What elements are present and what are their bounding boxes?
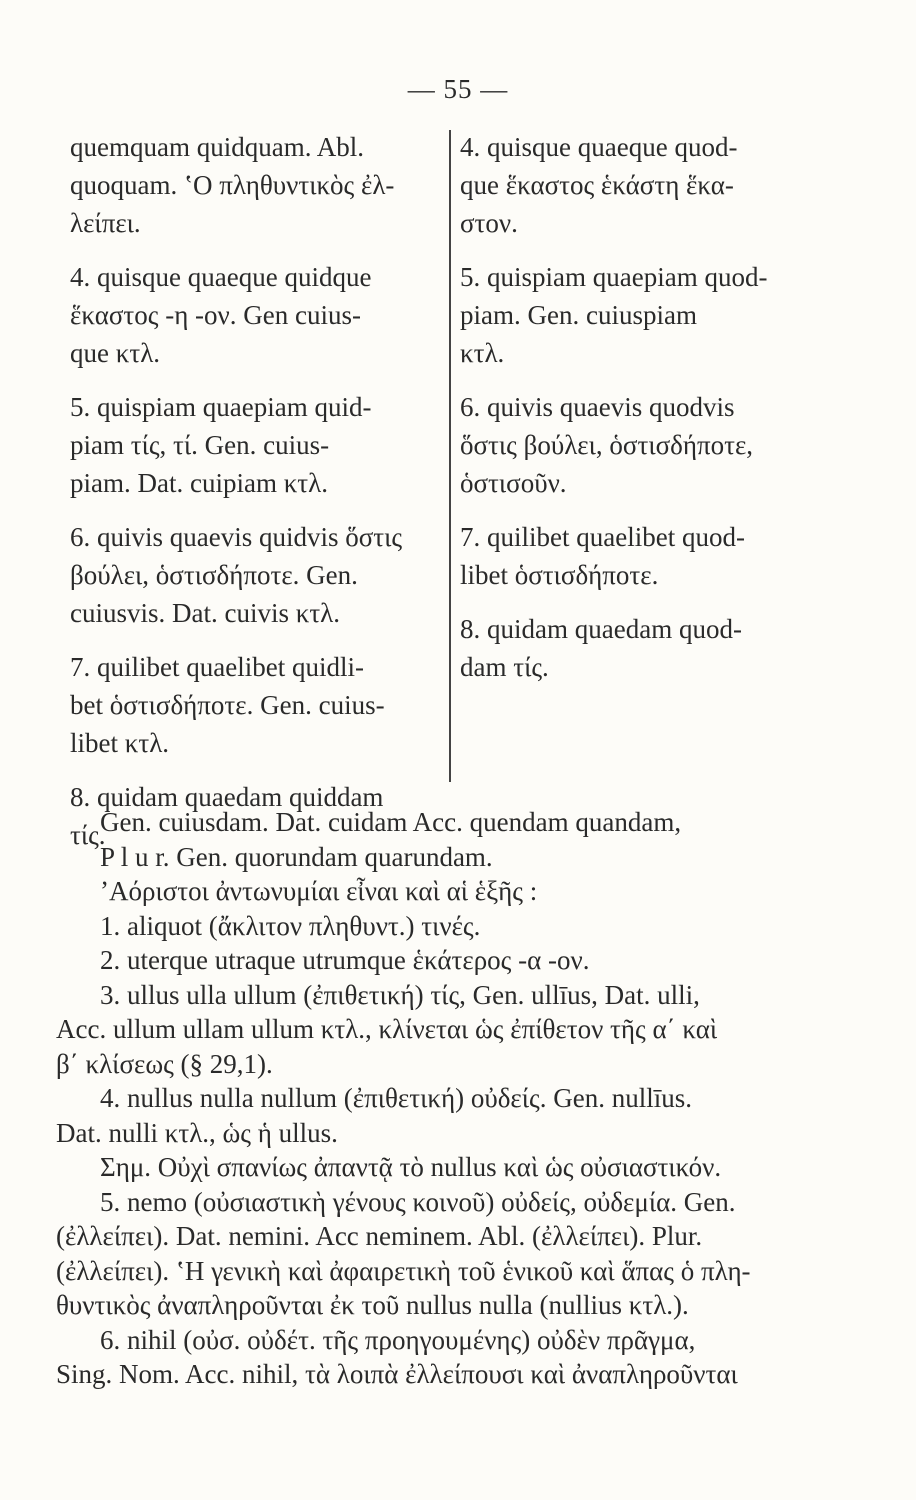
text-line: Dat. nulli κτλ., ὡς ἡ ullus.: [56, 1117, 338, 1148]
text-line: libet κτλ.: [70, 728, 170, 758]
text-line: piam. Dat. cuipiam κτλ.: [70, 468, 328, 498]
left-column: [70, 128, 442, 870]
right-column-entry: [460, 518, 812, 594]
text-line: que ἕκαστος ἑκάστη ἕκα-: [460, 170, 734, 200]
text-line: Gen. cuiusdam. Dat. cuidam Acc. quendam quandam,: [100, 807, 682, 837]
text-line: βούλει, ὁστισδήποτε. Gen.: [70, 560, 358, 590]
page-number: — 55 —: [407, 74, 509, 104]
text-line: 4. nullus nulla nullum (ἐπιθετική) οὐδείς. Gen. nullīus.: [100, 1083, 692, 1113]
text-line: 6. nihil (οὐσ. οὐδέτ. τῆς προηγουμένης) οὐδὲν πρᾶγμα,: [100, 1324, 696, 1355]
text-line: 5. nemo (οὐσιαστικὴ γένους κοινοῦ) οὐδείς, οὐδεμία. Gen.: [100, 1186, 736, 1217]
text-line: P l u r. Gen. quorundam quarundam.: [100, 841, 493, 872]
text-line: 4. quisque quaeque quod-: [460, 132, 738, 162]
text-line: στον.: [460, 208, 518, 238]
text-line: λείπει.: [70, 208, 141, 238]
right-column-entry: [460, 128, 812, 242]
text-line: que κτλ.: [70, 338, 161, 368]
right-column-entry: [460, 388, 812, 502]
text-line: 8. quidam quaedam quod-: [460, 614, 742, 644]
text-line: quoquam. ʽΟ πληθυντικὸς ἐλ-: [70, 170, 395, 200]
text-line: quemquam quidquam. Abl.: [70, 132, 364, 162]
text-line: 5. quispiam quaepiam quid-: [70, 392, 372, 422]
left-column-entry: [70, 648, 442, 762]
text-line: piam τίς, τί. Gen. cuius-: [70, 430, 330, 460]
text-line: 8. quidam quaedam quiddam: [70, 782, 384, 812]
text-line: β΄ κλίσεως (§ 29,1).: [56, 1048, 273, 1079]
column-divider: [449, 130, 451, 782]
text-line: libet ὁστισδήποτε.: [460, 560, 659, 590]
text-line: ὅστις βούλει, ὁστισδήποτε,: [460, 430, 754, 460]
right-column-entry: [460, 258, 812, 372]
text-line: ʼΑόριστοι ἀντωνυμίαι εἶναι καὶ αἱ ἑξῆς :: [100, 876, 538, 906]
text-line: dam τίς.: [460, 652, 549, 682]
text-line: Σημ. Οὐχὶ σπανίως ἀπαντᾷ τὸ nullus καὶ ὡς οὐσιαστικόν.: [100, 1152, 722, 1182]
left-column-entry: [70, 128, 442, 242]
left-column-entry: [70, 388, 442, 502]
full-width-text: [56, 805, 820, 1392]
text-line: cuiusvis. Dat. cuivis κτλ.: [70, 598, 341, 628]
left-column-entry: [70, 258, 442, 372]
left-column-entry: [70, 518, 442, 632]
right-column: [460, 128, 812, 702]
text-line: 4. quisque quaeque quidque: [70, 262, 372, 292]
text-line: 6. quivis quaevis quodvis: [460, 392, 735, 422]
text-line: 3. ullus ulla ullum (ἐπιθετική) τίς, Gen. ullīus, Dat. ulli,: [100, 979, 700, 1010]
text-line: 1. aliquot (ἄκλιτον πληθυντ.) τινές.: [100, 910, 481, 941]
right-column-entry: [460, 610, 812, 686]
text-line: (ἐλλείπει). Dat. nemini. Acc neminem. Abl. (ἐλλείπει). Plur.: [56, 1221, 703, 1251]
text-line: Acc. ullum ullam ullum κτλ., κλίνεται ὡς ἐπίθετον τῆς α΄ καὶ: [56, 1014, 718, 1044]
text-line: θυντικὸς ἀναπληροῦνται ἐκ τοῦ nullus nulla (nullius κτλ.).: [56, 1290, 689, 1320]
text-line: 2. uterque utraque utrumque ἑκάτερος -α -ον.: [100, 945, 590, 975]
text-line: 6. quivis quaevis quidvis ὅστις: [70, 522, 403, 552]
text-line: Sing. Nom. Acc. nihil, τὰ λοιπὰ ἐλλείπουσι καὶ ἀναπληροῦνται: [56, 1359, 738, 1389]
text-line: κτλ.: [460, 338, 505, 368]
text-line: (ἐλλείπει). ʽΗ γενικὴ καὶ ἀφαιρετικὴ τοῦ ἑνικοῦ καὶ ἅπας ὁ πλη-: [56, 1255, 751, 1286]
text-line: piam. Gen. cuiuspiam: [460, 300, 697, 330]
text-line: τίς.: [70, 820, 106, 850]
text-line: ὁστισοῦν.: [460, 468, 567, 498]
text-line: 5. quispiam quaepiam quod-: [460, 262, 768, 292]
text-line: ἕκαστος -η -ον. Gen cuius-: [70, 300, 361, 330]
text-line: 7. quilibet quaelibet quod-: [460, 522, 745, 552]
text-line: 7. quilibet quaelibet quidli-: [70, 652, 364, 682]
text-line: bet ὁστισδήποτε. Gen. cuius-: [70, 690, 385, 720]
